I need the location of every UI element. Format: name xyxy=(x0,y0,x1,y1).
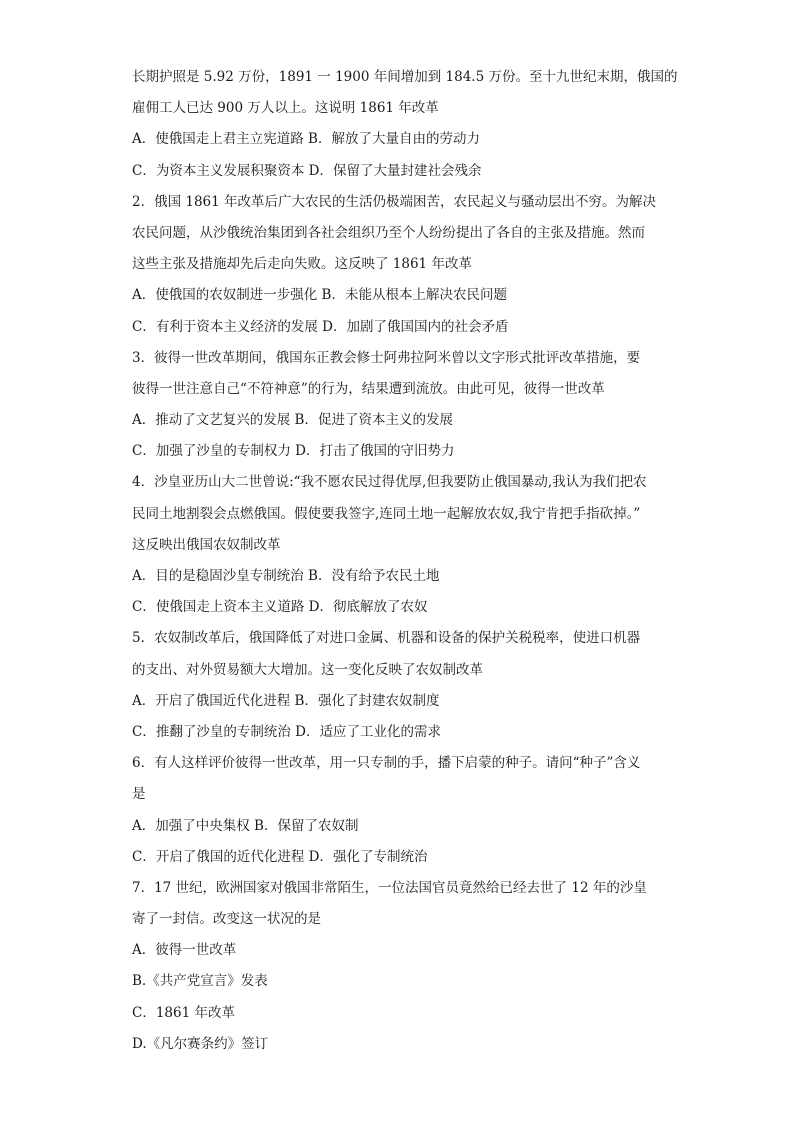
question-2 xyxy=(132,187,672,343)
option-line: C．加强了沙皇的专制权力 D．打击了俄国的守旧势力 xyxy=(132,443,455,460)
option-line: A．开启了俄国近代化进程 B．强化了封建农奴制度 xyxy=(132,692,440,709)
option-line: C．推翻了沙皇的专制统治 D．适应了工业化的需求 xyxy=(132,723,441,740)
option-line: C．使俄国走上资本主义道路 D．彻底解放了农奴 xyxy=(132,599,428,616)
question-stem-line: 的支出、对外贸易额大大增加。这一变化反映了农奴制改革 xyxy=(132,661,483,678)
option-line: D.《凡尔赛条约》签订 xyxy=(132,1035,269,1052)
question-stem-line: 3．彼得一世改革期间，俄国东正教会修士阿弗拉阿米曾以文字形式批评改革措施，要 xyxy=(132,349,641,366)
question-4 xyxy=(132,467,672,623)
question-stem-line: 雇佣工人已达 900 万人以上。这说明 1861 年改革 xyxy=(132,100,439,117)
question-stem-line: 彼得一世注意自己“不符神意”的行为，结果遭到流放。由此可见，彼得一世改革 xyxy=(132,380,605,397)
question-stem-line: 民同土地割裂会点燃俄国。假使要我签字,连同土地一起解放农奴,我宁肯把手指砍掉。” xyxy=(132,505,641,522)
option-line: A．使俄国的农奴制进一步强化 B．未能从根本上解决农民问题 xyxy=(132,287,507,304)
option-line: A．目的是稳固沙皇专制统治 B．没有给予农民土地 xyxy=(132,568,440,584)
question-stem-line: 这反映出俄国农奴制改革 xyxy=(132,536,281,553)
option-line: A．使俄国走上君主立宪道路 B．解放了大量自由的劳动力 xyxy=(132,131,480,148)
question-stem-line: 6．有人这样评价彼得一世改革，用一只专制的手，播下启蒙的种子。请问“种子”含义 xyxy=(132,755,641,772)
option-line: C．1861 年改革 xyxy=(132,1004,235,1021)
option-line: B.《共产党宣言》发表 xyxy=(132,973,268,990)
option-line: A．加强了中央集权 B．保留了农奴制 xyxy=(132,817,359,834)
question-stem-line: 5．农奴制改革后，俄国降低了对进口金属、机器和设备的保护关税税率，使进口机器 xyxy=(132,630,641,647)
option-line: A．推动了文艺复兴的发展 B．促进了资本主义的发展 xyxy=(132,412,453,429)
question-6 xyxy=(132,748,672,873)
question-stem-line: 7．17 世纪，欧洲国家对俄国非常陌生，一位法国官员竟然给已经去世了 12 年的沙皇 xyxy=(132,879,647,896)
question-stem-line: 寄了一封信。改变这一状况的是 xyxy=(132,911,321,928)
question-stem-line: 2．俄国 1861 年改革后广大农民的生活仍极端困苦，农民起义与骚动层出不穷。为解决 xyxy=(132,193,657,210)
option-line: A．彼得一世改革 xyxy=(132,942,237,959)
question-stem-line: 4．沙皇亚历山大二世曾说:“我不愿农民过得优厚,但我要防止俄国暴动,我认为我们把农 xyxy=(132,474,647,491)
option-line: C．有利于资本主义经济的发展 D．加剧了俄国国内的社会矛盾 xyxy=(132,318,509,335)
question-content xyxy=(132,62,678,1060)
question-stem-line: 长期护照是 5.92 万份，1891 一 1900 年间增加到 184.5 万份。至十九世纪末期，俄国的 xyxy=(132,69,678,85)
option-line: C．为资本主义发展积聚资本 D．保留了大量封建社会残余 xyxy=(132,162,482,179)
intro-question xyxy=(132,62,678,187)
question-stem-line: 农民问题，从沙俄统治集团到各社会组织乃至个人纷纷提出了各自的主张及措施。然而 xyxy=(132,224,645,241)
option-line: C．开启了俄国的近代化进程 D．强化了专制统治 xyxy=(132,848,428,865)
question-3 xyxy=(132,343,672,468)
question-stem-line: 是 xyxy=(132,786,146,803)
question-7 xyxy=(132,873,672,1060)
question-5 xyxy=(132,623,672,748)
question-stem-line: 这些主张及措施却先后走向失败。这反映了 1861 年改革 xyxy=(132,256,472,273)
